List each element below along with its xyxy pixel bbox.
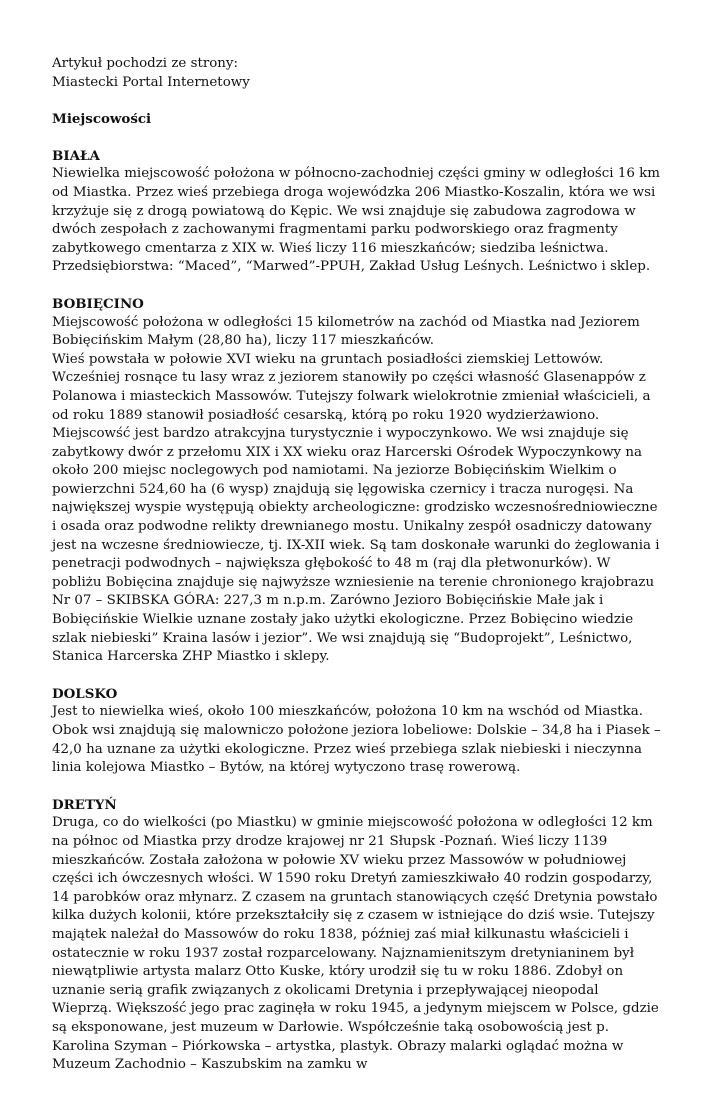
section-paragraph: Druga, co do wielkości (po Miastku) w gminie miejscowość położona w odległości 12 km na północ od Miastka przy drodze krajowej nr 21 Słupsk -Poznań. Wieś liczy 1139 mieszkańców. Została założona w połowie XV wieku przez Massowów w południowej części ich ówczesnych włości. W 1590 roku Dretyń zamieszkiwało 40 rodzin gospodarzy, 14 parobków oraz młynarz. Z czasem na gruntach stanowiących część Dretynia powstało kilka dużych kolonii, które przekształciły się z czasem w istniejące do dziś wsie. Tutejszy majątek należał do Massowów do roku 1838, później zaś miał kilkunastu właścicieli i ostatecznie w roku 1937 został rozparcelowany. Najznamienitszym dretynianinem był niewątpliwie artysta malarz Otto Kuske, który urodził się tu w roku 1886. Zdobył on uznanie serią grafik związanych z okolicami Dretynia i przepływającej nieopodal Wieprzą. Większość jego prac zaginęła w roku 1945, a jedynym miejscem w Polsce, gdzie są eksponowane, jest muzeum w Darłowie. Współcześnie taką osobowością jest p. Karolina Szyman – Piórkowska – artystka, plastyk. Obrazy malarki oglądać można w Muzeum Zachodnio – Kaszubskim na zamku w [52,815,659,1073]
section-title: DRETYŃ [52,796,117,813]
section-bobiecino [52,295,662,667]
section-biala [52,147,662,277]
section-dolsko [52,685,662,778]
section-title: BIAŁA [52,147,100,164]
source-line-1: Artykuł pochodzi ze strony: [52,56,238,71]
section-paragraph: Miejscowość położona w odległości 15 kilometrów na zachód od Miastka nad Jeziorem Bobięcińskim Małym (28,80 ha), liczy 117 mieszkańców. [52,314,640,349]
source-line-2: Miastecki Portal Internetowy [52,74,250,90]
source-note [52,55,662,92]
section-paragraph: Jest to niewielka wieś, około 100 mieszkańców, położona 10 km na wschód od Miastka. Obok wsi znajdują się malowniczo położone jeziora lobeliowe: Dolskie – 34,8 ha i Piasek – 42,0 ha uznane za użytki ekologiczne. Przez wieś przebiega szlak niebieski i nieczynna linia kolejowa Miastko – Bytów, na której wytyczono trasę rowerową. [52,704,661,776]
section-title: BOBIĘCINO [52,295,144,312]
section-title: DOLSKO [52,685,118,702]
section-paragraph: Wieś powstała w połowie XVI wieku na gruntach posiadłości ziemskiej Lettowów. Wcześniej rosnące tu lasy wraz z jeziorem stanowiły po części własność Glasenappów z Polanowa i miasteckich Massowów. Tutejszy folwark wielokrotnie zmieniał właścicieli, a od roku 1889 stanowił posiadłość cesarską, którą po roku 1920 wydzierżawiono. Miejscowść jest bardzo atrakcyjna turystycznie i wypoczynkowo. We wsi znajduje się zabytkowy dwór z przełomu XIX i XX wieku oraz Harcerski Ośrodek Wypoczynkowy na około 200 miejsc noclegowych pod namiotami. Na jeziorze Bobięcińskim Wielkim o powierzchni 524,60 ha (6 wysp) znajdują się lęgowiska czernicy i tracza nurogęsi. Na największej wyspie występują obiekty archeologiczne: grodzisko wczesnośredniowieczne i osada oraz podwodne relikty drewnianego mostu. Unikalny zespół osadniczy datowany jest na wczesne średniowiecze, tj. IX-XII wiek. Są tam doskonałe warunki do żeglowania i penetracji podwodnych – największa głębokość to 48 m (raj dla płetwonurków). W pobliżu Bobięcina znajduje się najwyższe wzniesienie na terenie chronionego krajobrazu Nr 07 – SKIBSKA GÓRA: 227,3 m n.p.m. Zarówno Jezioro Bobięcińskie Małe jak i Bobięcińskie Wielkie uznane zostały jako użytki ekologiczne. Przez Bobięcino wiedzie szlak niebieski” Kraina lasów i jezior”. We wsi znajdują się “Budoprojekt”, Leśnictwo, Stanica Harcerska ZHP Miastko i sklepy. [52,351,660,665]
document-page [52,55,662,1093]
section-paragraph: Niewielka miejscowość położona w północno-zachodniej części gminy w odległości 16 km od Miastka. Przez wieś przebiega droga wojewódzka 206 Miastko-Koszalin, która we wsi krzyżuje się z drogą powiatową do Kępic. We wsi znajduje się zabudowa zagrodowa w dwóch zespołach z zachowanymi fragmentami parku podworskiego oraz fragmenty zabytkowego cmentarza z XIX w. Wieś liczy 116 mieszkańców; siedziba leśnictwa. Przedsiębiorstwa: “Maced”, “Marwed”-PPUH, Zakład Usług Leśnych. Leśnictwo i sklep. [52,166,660,275]
section-dretyn [52,796,662,1075]
page-heading: Miejscowości [52,111,152,128]
